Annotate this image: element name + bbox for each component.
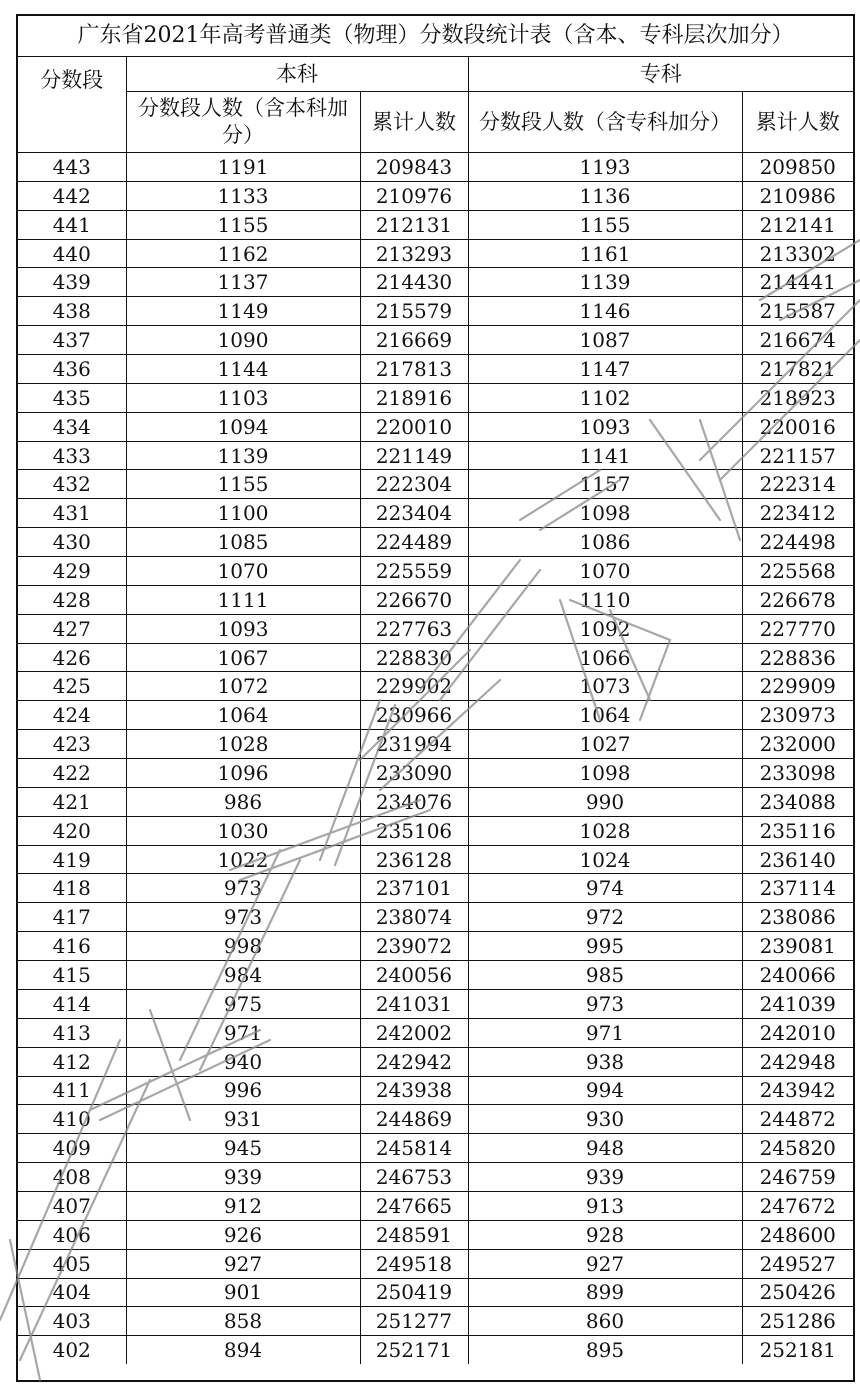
benke-count-cell: 1100 [126, 499, 360, 528]
benke-count-cell: 1144 [126, 355, 360, 384]
table-row [18, 989, 853, 1018]
score-cell: 420 [18, 816, 126, 845]
benke-cumulative-cell: 238074 [360, 903, 468, 932]
benke-cumulative-cell: 244869 [360, 1105, 468, 1134]
score-cell: 442 [18, 181, 126, 210]
score-cell: 419 [18, 845, 126, 874]
table-body [18, 153, 853, 1365]
table-row [18, 1018, 853, 1047]
score-cell: 435 [18, 383, 126, 412]
zhuanke-count-cell: 1139 [468, 268, 742, 297]
table-row [18, 845, 853, 874]
score-cell: 408 [18, 1163, 126, 1192]
table-row [18, 1105, 853, 1134]
table-title: 广东省2021年高考普通类（物理）分数段统计表（含本、专科层次加分） [18, 16, 853, 57]
benke-count-cell: 1111 [126, 585, 360, 614]
zhuanke-count-cell: 1161 [468, 239, 742, 268]
zhuanke-count-cell: 1093 [468, 412, 742, 441]
score-cell: 405 [18, 1249, 126, 1278]
score-cell: 438 [18, 297, 126, 326]
header-benke-count: 分数段人数（含本科加分） [126, 92, 360, 153]
benke-cumulative-cell: 227763 [360, 614, 468, 643]
benke-count-cell: 940 [126, 1047, 360, 1076]
zhuanke-cumulative-cell: 229909 [742, 672, 853, 701]
benke-count-cell: 1085 [126, 528, 360, 557]
score-cell: 425 [18, 672, 126, 701]
zhuanke-count-cell: 948 [468, 1134, 742, 1163]
benke-cumulative-cell: 249518 [360, 1249, 468, 1278]
benke-count-cell: 901 [126, 1278, 360, 1307]
zhuanke-cumulative-cell: 244872 [742, 1105, 853, 1134]
benke-cumulative-cell: 225559 [360, 557, 468, 586]
table-row [18, 672, 853, 701]
zhuanke-cumulative-cell: 247672 [742, 1191, 853, 1220]
benke-cumulative-cell: 212131 [360, 210, 468, 239]
zhuanke-cumulative-cell: 228836 [742, 643, 853, 672]
benke-count-cell: 1162 [126, 239, 360, 268]
benke-count-cell: 1155 [126, 210, 360, 239]
table-row [18, 1191, 853, 1220]
zhuanke-cumulative-cell: 226678 [742, 585, 853, 614]
benke-count-cell: 998 [126, 932, 360, 961]
benke-cumulative-cell: 236128 [360, 845, 468, 874]
table-row [18, 1163, 853, 1192]
zhuanke-cumulative-cell: 239081 [742, 932, 853, 961]
zhuanke-count-cell: 1136 [468, 181, 742, 210]
benke-count-cell: 1133 [126, 181, 360, 210]
header-zhuanke: 专科 [468, 57, 853, 92]
score-cell: 409 [18, 1134, 126, 1163]
table-row [18, 1307, 853, 1336]
zhuanke-count-cell: 1193 [468, 153, 742, 182]
zhuanke-cumulative-cell: 242948 [742, 1047, 853, 1076]
benke-count-cell: 1090 [126, 326, 360, 355]
benke-count-cell: 975 [126, 989, 360, 1018]
zhuanke-count-cell: 928 [468, 1220, 742, 1249]
score-cell: 410 [18, 1105, 126, 1134]
benke-cumulative-cell: 247665 [360, 1191, 468, 1220]
table-row [18, 383, 853, 412]
benke-count-cell: 1191 [126, 153, 360, 182]
benke-count-cell: 1096 [126, 759, 360, 788]
zhuanke-cumulative-cell: 250426 [742, 1278, 853, 1307]
table-row [18, 730, 853, 759]
benke-cumulative-cell: 229902 [360, 672, 468, 701]
table-row [18, 557, 853, 586]
zhuanke-count-cell: 994 [468, 1076, 742, 1105]
benke-count-cell: 973 [126, 903, 360, 932]
score-cell: 441 [18, 210, 126, 239]
table-row [18, 268, 853, 297]
score-cell: 434 [18, 412, 126, 441]
zhuanke-cumulative-cell: 236140 [742, 845, 853, 874]
table-row [18, 903, 853, 932]
benke-count-cell: 996 [126, 1076, 360, 1105]
table-row [18, 470, 853, 499]
benke-count-cell: 945 [126, 1134, 360, 1163]
score-cell: 436 [18, 355, 126, 384]
benke-count-cell: 912 [126, 1191, 360, 1220]
zhuanke-cumulative-cell: 234088 [742, 787, 853, 816]
benke-count-cell: 894 [126, 1336, 360, 1364]
zhuanke-cumulative-cell: 230973 [742, 701, 853, 730]
table-row [18, 701, 853, 730]
score-cell: 437 [18, 326, 126, 355]
zhuanke-count-cell: 1064 [468, 701, 742, 730]
table-row [18, 1076, 853, 1105]
score-cell: 411 [18, 1076, 126, 1105]
benke-cumulative-cell: 240056 [360, 961, 468, 990]
table-row [18, 499, 853, 528]
table-row [18, 932, 853, 961]
table-row [18, 874, 853, 903]
benke-cumulative-cell: 246753 [360, 1163, 468, 1192]
header-benke-cumulative: 累计人数 [360, 92, 468, 153]
score-cell: 413 [18, 1018, 126, 1047]
benke-count-cell: 927 [126, 1249, 360, 1278]
zhuanke-count-cell: 899 [468, 1278, 742, 1307]
table-row [18, 961, 853, 990]
score-cell: 439 [18, 268, 126, 297]
score-cell: 428 [18, 585, 126, 614]
table-row [18, 1220, 853, 1249]
benke-cumulative-cell: 233090 [360, 759, 468, 788]
zhuanke-count-cell: 972 [468, 903, 742, 932]
zhuanke-cumulative-cell: 251286 [742, 1307, 853, 1336]
score-cell: 424 [18, 701, 126, 730]
zhuanke-cumulative-cell: 245820 [742, 1134, 853, 1163]
score-cell: 421 [18, 787, 126, 816]
table-row [18, 181, 853, 210]
benke-cumulative-cell: 215579 [360, 297, 468, 326]
table-row [18, 412, 853, 441]
score-cell: 414 [18, 989, 126, 1018]
benke-count-cell: 1022 [126, 845, 360, 874]
zhuanke-cumulative-cell: 248600 [742, 1220, 853, 1249]
table-row [18, 326, 853, 355]
zhuanke-count-cell: 1146 [468, 297, 742, 326]
benke-cumulative-cell: 220010 [360, 412, 468, 441]
zhuanke-count-cell: 1102 [468, 383, 742, 412]
score-cell: 440 [18, 239, 126, 268]
benke-cumulative-cell: 222304 [360, 470, 468, 499]
benke-cumulative-cell: 218916 [360, 383, 468, 412]
zhuanke-cumulative-cell: 243942 [742, 1076, 853, 1105]
zhuanke-cumulative-cell: 209850 [742, 153, 853, 182]
zhuanke-count-cell: 1073 [468, 672, 742, 701]
zhuanke-count-cell: 895 [468, 1336, 742, 1364]
benke-cumulative-cell: 226670 [360, 585, 468, 614]
zhuanke-cumulative-cell: 246759 [742, 1163, 853, 1192]
table-row [18, 1336, 853, 1364]
zhuanke-count-cell: 985 [468, 961, 742, 990]
zhuanke-cumulative-cell: 227770 [742, 614, 853, 643]
benke-cumulative-cell: 223404 [360, 499, 468, 528]
score-cell: 402 [18, 1336, 126, 1364]
benke-cumulative-cell: 230966 [360, 701, 468, 730]
zhuanke-count-cell: 1027 [468, 730, 742, 759]
table-row [18, 528, 853, 557]
benke-cumulative-cell: 242942 [360, 1047, 468, 1076]
zhuanke-count-cell: 1098 [468, 759, 742, 788]
zhuanke-count-cell: 1110 [468, 585, 742, 614]
score-cell: 431 [18, 499, 126, 528]
table-row [18, 1134, 853, 1163]
benke-count-cell: 971 [126, 1018, 360, 1047]
benke-count-cell: 986 [126, 787, 360, 816]
zhuanke-count-cell: 1024 [468, 845, 742, 874]
benke-cumulative-cell: 245814 [360, 1134, 468, 1163]
table-row [18, 355, 853, 384]
zhuanke-cumulative-cell: 252181 [742, 1336, 853, 1364]
score-cell: 416 [18, 932, 126, 961]
score-cell: 429 [18, 557, 126, 586]
zhuanke-cumulative-cell: 241039 [742, 989, 853, 1018]
zhuanke-count-cell: 913 [468, 1191, 742, 1220]
zhuanke-cumulative-cell: 242010 [742, 1018, 853, 1047]
benke-count-cell: 1067 [126, 643, 360, 672]
zhuanke-cumulative-cell: 240066 [742, 961, 853, 990]
table-row [18, 1249, 853, 1278]
zhuanke-cumulative-cell: 213302 [742, 239, 853, 268]
benke-cumulative-cell: 213293 [360, 239, 468, 268]
score-cell: 433 [18, 441, 126, 470]
zhuanke-count-cell: 860 [468, 1307, 742, 1336]
header-zhuanke-count: 分数段人数（含专科加分） [468, 92, 742, 153]
table-row [18, 153, 853, 182]
zhuanke-cumulative-cell: 210986 [742, 181, 853, 210]
zhuanke-cumulative-cell: 214441 [742, 268, 853, 297]
benke-count-cell: 1070 [126, 557, 360, 586]
benke-count-cell: 973 [126, 874, 360, 903]
table-row [18, 585, 853, 614]
benke-cumulative-cell: 251277 [360, 1307, 468, 1336]
zhuanke-cumulative-cell: 215587 [742, 297, 853, 326]
benke-count-cell: 1064 [126, 701, 360, 730]
benke-count-cell: 1030 [126, 816, 360, 845]
benke-cumulative-cell: 224489 [360, 528, 468, 557]
score-cell: 417 [18, 903, 126, 932]
header-zhuanke-cumulative: 累计人数 [742, 92, 853, 153]
benke-cumulative-cell: 217813 [360, 355, 468, 384]
zhuanke-cumulative-cell: 235116 [742, 816, 853, 845]
zhuanke-cumulative-cell: 238086 [742, 903, 853, 932]
zhuanke-cumulative-cell: 232000 [742, 730, 853, 759]
zhuanke-count-cell: 927 [468, 1249, 742, 1278]
zhuanke-cumulative-cell: 224498 [742, 528, 853, 557]
score-cell: 423 [18, 730, 126, 759]
benke-cumulative-cell: 209843 [360, 153, 468, 182]
benke-count-cell: 926 [126, 1220, 360, 1249]
zhuanke-count-cell: 1086 [468, 528, 742, 557]
score-cell: 406 [18, 1220, 126, 1249]
benke-cumulative-cell: 216669 [360, 326, 468, 355]
benke-count-cell: 931 [126, 1105, 360, 1134]
table-row [18, 297, 853, 326]
zhuanke-cumulative-cell: 212141 [742, 210, 853, 239]
table-row [18, 643, 853, 672]
score-cell: 412 [18, 1047, 126, 1076]
table-row [18, 759, 853, 788]
benke-cumulative-cell: 210976 [360, 181, 468, 210]
benke-cumulative-cell: 231994 [360, 730, 468, 759]
score-cell: 426 [18, 643, 126, 672]
zhuanke-count-cell: 938 [468, 1047, 742, 1076]
header-benke: 本科 [126, 57, 468, 92]
zhuanke-count-cell: 971 [468, 1018, 742, 1047]
score-cell: 432 [18, 470, 126, 499]
zhuanke-count-cell: 1098 [468, 499, 742, 528]
benke-count-cell: 1149 [126, 297, 360, 326]
zhuanke-count-cell: 1157 [468, 470, 742, 499]
zhuanke-count-cell: 939 [468, 1163, 742, 1192]
zhuanke-cumulative-cell: 217821 [742, 355, 853, 384]
score-cell: 407 [18, 1191, 126, 1220]
benke-cumulative-cell: 228830 [360, 643, 468, 672]
score-cell: 422 [18, 759, 126, 788]
benke-cumulative-cell: 214430 [360, 268, 468, 297]
zhuanke-cumulative-cell: 218923 [742, 383, 853, 412]
table-row [18, 816, 853, 845]
benke-cumulative-cell: 242002 [360, 1018, 468, 1047]
benke-cumulative-cell: 243938 [360, 1076, 468, 1105]
benke-cumulative-cell: 241031 [360, 989, 468, 1018]
table-row [18, 1047, 853, 1076]
score-cell: 404 [18, 1278, 126, 1307]
benke-cumulative-cell: 248591 [360, 1220, 468, 1249]
benke-count-cell: 1028 [126, 730, 360, 759]
zhuanke-cumulative-cell: 233098 [742, 759, 853, 788]
table-row [18, 210, 853, 239]
score-cell: 403 [18, 1307, 126, 1336]
zhuanke-count-cell: 1141 [468, 441, 742, 470]
benke-count-cell: 1103 [126, 383, 360, 412]
benke-count-cell: 939 [126, 1163, 360, 1192]
zhuanke-count-cell: 1070 [468, 557, 742, 586]
zhuanke-count-cell: 1155 [468, 210, 742, 239]
zhuanke-cumulative-cell: 237114 [742, 874, 853, 903]
zhuanke-count-cell: 1087 [468, 326, 742, 355]
table-row [18, 614, 853, 643]
benke-count-cell: 984 [126, 961, 360, 990]
zhuanke-count-cell: 1028 [468, 816, 742, 845]
zhuanke-cumulative-cell: 225568 [742, 557, 853, 586]
score-cell: 418 [18, 874, 126, 903]
score-cell: 443 [18, 153, 126, 182]
header-score-range: 分数段 [18, 57, 126, 153]
zhuanke-count-cell: 973 [468, 989, 742, 1018]
zhuanke-count-cell: 1066 [468, 643, 742, 672]
benke-cumulative-cell: 221149 [360, 441, 468, 470]
score-cell: 430 [18, 528, 126, 557]
benke-count-cell: 1155 [126, 470, 360, 499]
table-row [18, 787, 853, 816]
score-cell: 427 [18, 614, 126, 643]
benke-cumulative-cell: 252171 [360, 1336, 468, 1364]
zhuanke-cumulative-cell: 220016 [742, 412, 853, 441]
benke-count-cell: 1094 [126, 412, 360, 441]
zhuanke-cumulative-cell: 249527 [742, 1249, 853, 1278]
score-cell: 415 [18, 961, 126, 990]
benke-cumulative-cell: 237101 [360, 874, 468, 903]
zhuanke-cumulative-cell: 216674 [742, 326, 853, 355]
benke-count-cell: 1137 [126, 268, 360, 297]
zhuanke-cumulative-cell: 221157 [742, 441, 853, 470]
benke-cumulative-cell: 234076 [360, 787, 468, 816]
zhuanke-count-cell: 1147 [468, 355, 742, 384]
benke-count-cell: 1072 [126, 672, 360, 701]
benke-cumulative-cell: 239072 [360, 932, 468, 961]
score-distribution-sheet [16, 14, 855, 1382]
benke-cumulative-cell: 235106 [360, 816, 468, 845]
benke-cumulative-cell: 250419 [360, 1278, 468, 1307]
zhuanke-count-cell: 974 [468, 874, 742, 903]
table-row [18, 239, 853, 268]
zhuanke-count-cell: 990 [468, 787, 742, 816]
benke-count-cell: 858 [126, 1307, 360, 1336]
table-row [18, 441, 853, 470]
score-table [18, 57, 853, 1364]
zhuanke-count-cell: 930 [468, 1105, 742, 1134]
zhuanke-cumulative-cell: 222314 [742, 470, 853, 499]
zhuanke-cumulative-cell: 223412 [742, 499, 853, 528]
benke-count-cell: 1139 [126, 441, 360, 470]
benke-count-cell: 1093 [126, 614, 360, 643]
zhuanke-count-cell: 1092 [468, 614, 742, 643]
table-row [18, 1278, 853, 1307]
zhuanke-count-cell: 995 [468, 932, 742, 961]
